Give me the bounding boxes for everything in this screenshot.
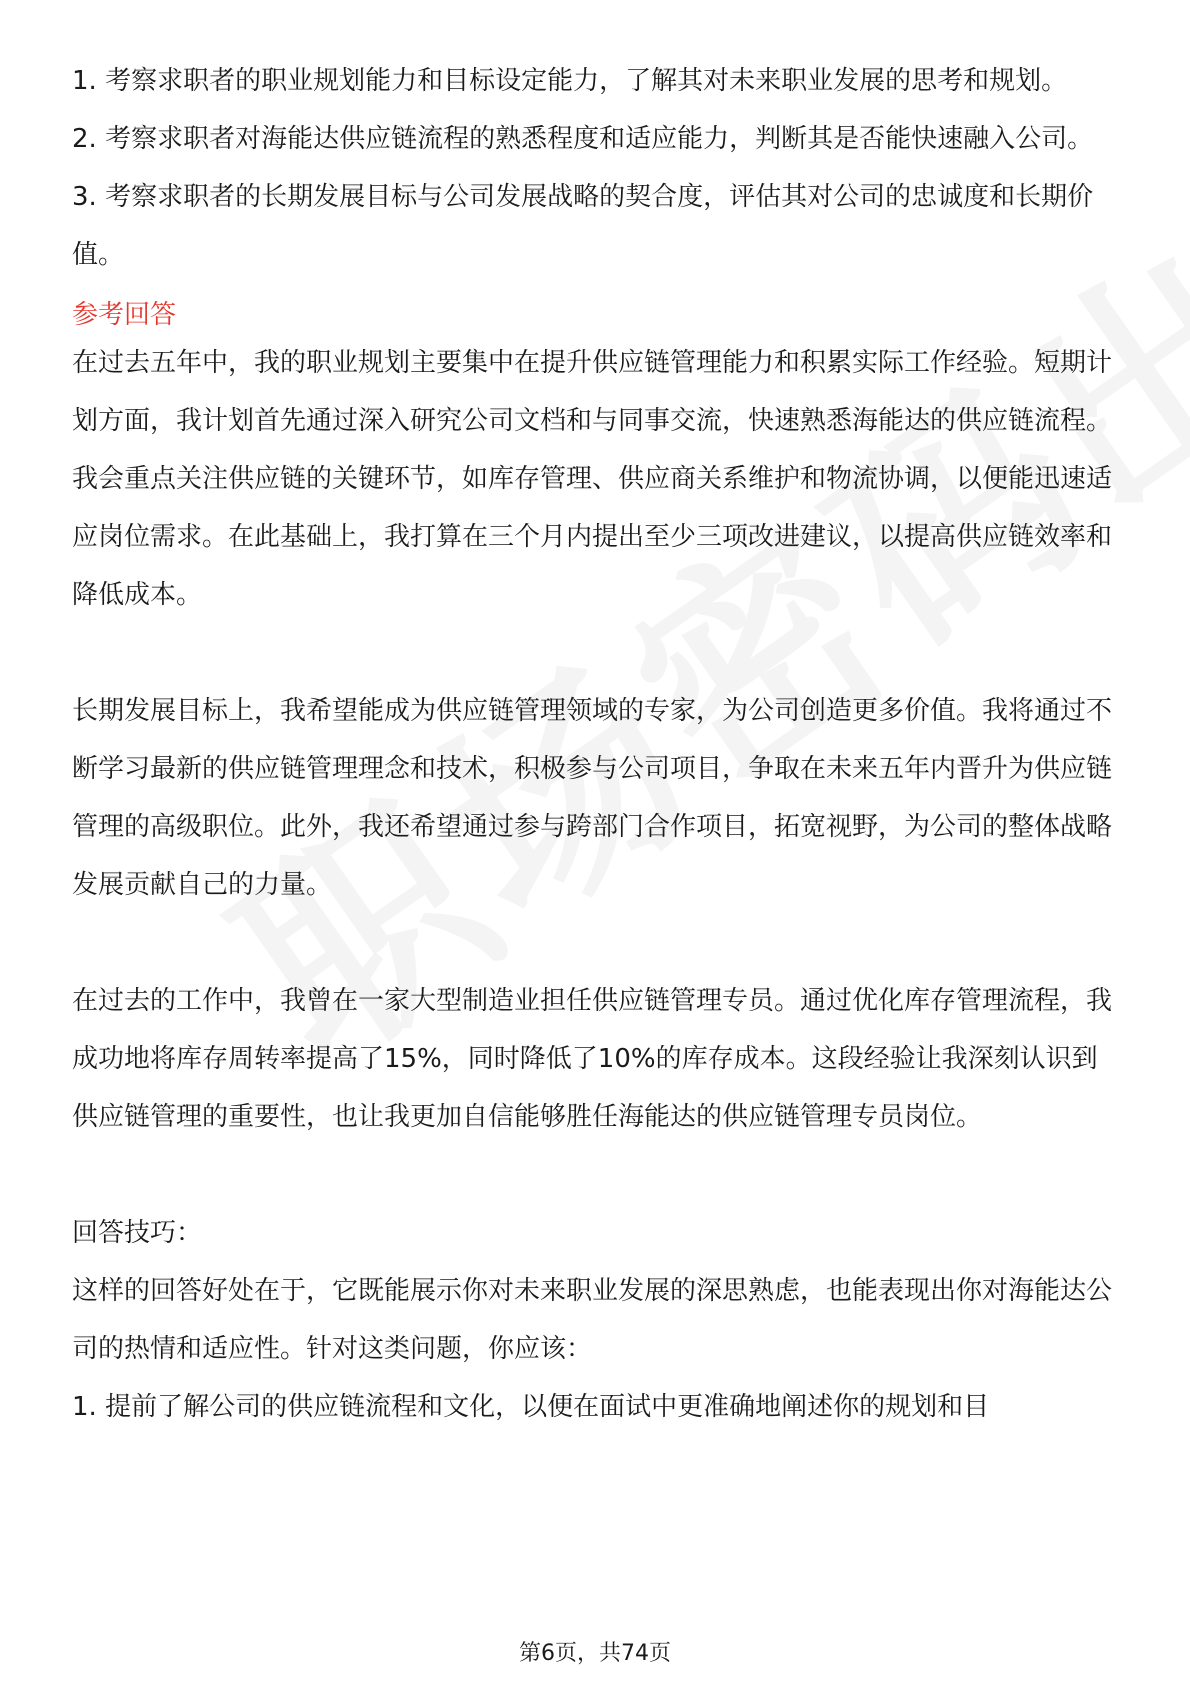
page-number: 第6页，共74页 [519, 1641, 671, 1666]
intro-point: 1. 考察求职者的职业规划能力和目标设定能力，了解其对未来职业发展的思考和规划。 [72, 66, 1068, 96]
intro-point: 2. 考察求职者对海能达供应链流程的熟悉程度和适应能力，判断其是否能快速融入公司。 [72, 124, 1094, 154]
intro-point: 3. 考察求职者的长期发展目标与公司发展战略的契合度，评估其对公司的忠诚度和长期价值。 [72, 182, 1094, 270]
tips-heading: 回答技巧： [72, 1218, 203, 1248]
reference-answer-heading: 参考回答 [72, 300, 177, 330]
tips-point: 1. 提前了解公司的供应链流程和文化，以便在面试中更准确地阐述你的规划和目 [72, 1392, 990, 1422]
answer-paragraph: 在过去的工作中，我曾在一家大型制造业担任供应链管理专员。通过优化库存管理流程，我成功地将库存周转率提高了15%，同时降低了10%的库存成本。这段经验让我深刻认识到供应链管理的重要性，也让我更加自信能够胜任海能达的供应链管理专员岗位。 [72, 986, 1113, 1132]
answer-paragraph: 在过去五年中，我的职业规划主要集中在提升供应链管理能力和积累实际工作经验。短期计划方面，我计划首先通过深入研究公司文档和与同事交流，快速熟悉海能达的供应链流程。我会重点关注供应链的关键环节，如库存管理、供应商关系维护和物流协调，以便能迅速适应岗位需求。在此基础上，我打算在三个月内提出至少三项改进建议，以提高供应链效率和降低成本。 [72, 348, 1113, 610]
answer-paragraph: 长期发展目标上，我希望能成为供应链管理领域的专家，为公司创造更多价值。我将通过不断学习最新的供应链管理理念和技术，积极参与公司项目，争取在未来五年内晋升为供应链管理的高级职位。此外，我还希望通过参与跨部门合作项目，拓宽视野，为公司的整体战略发展贡献自己的力量。 [72, 696, 1113, 900]
document-body [72, 52, 1118, 1436]
tips-paragraph: 这样的回答好处在于，它既能展示你对未来职业发展的深思熟虑，也能表现出你对海能达公司的热情和适应性。针对这类问题，你应该： [72, 1276, 1113, 1364]
intro-points [72, 52, 1118, 284]
